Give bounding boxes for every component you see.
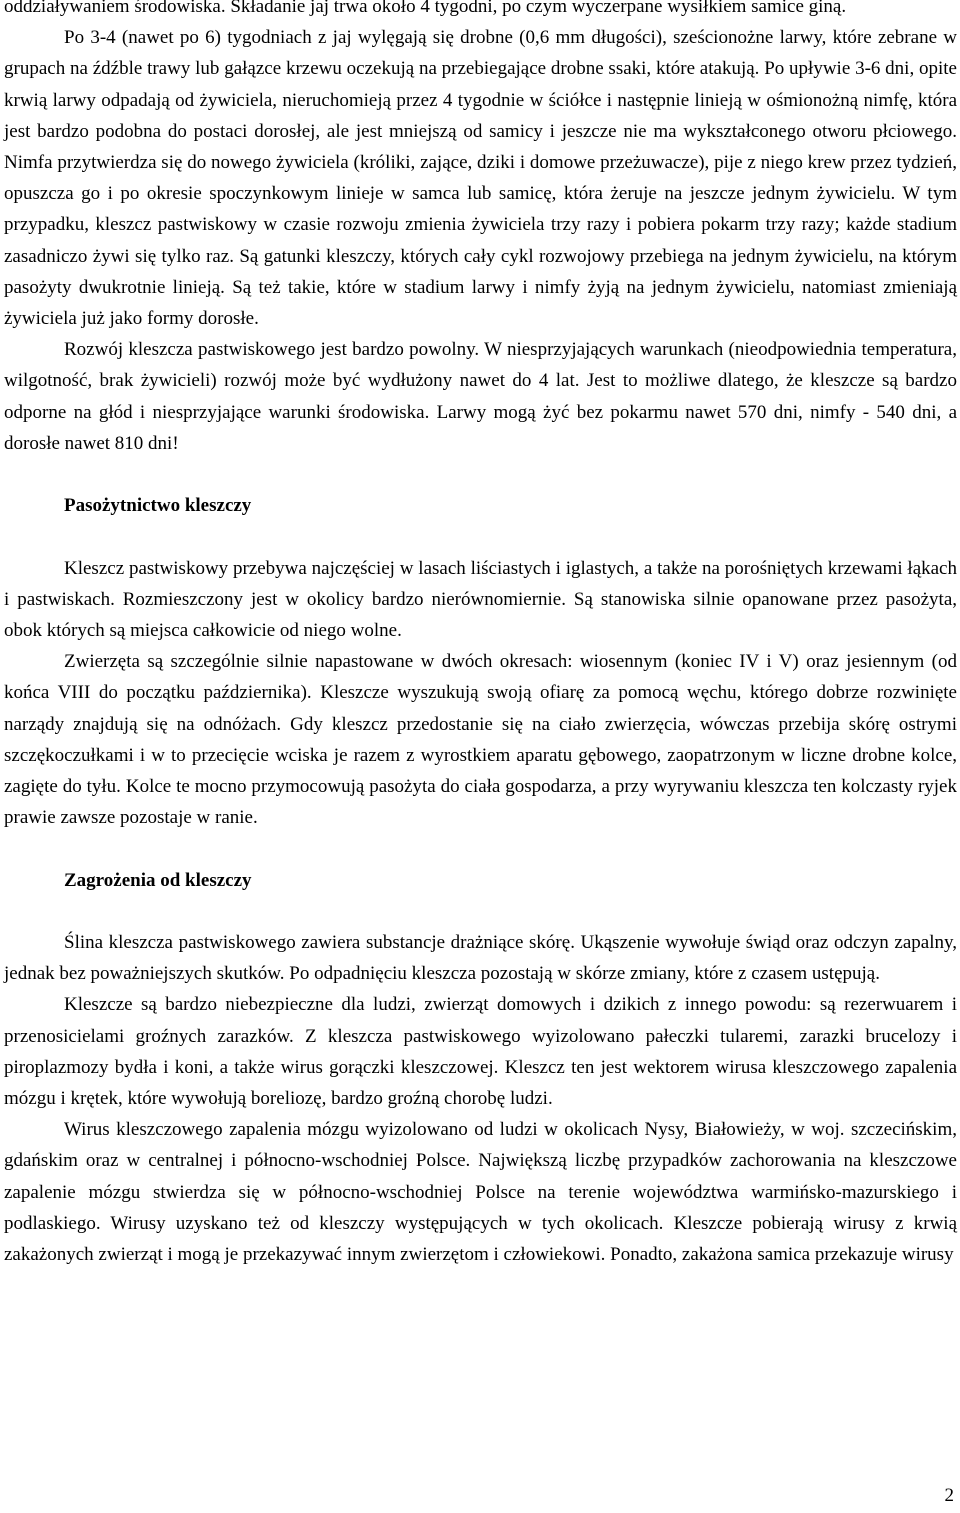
paragraph: Ślina kleszcza pastwiskowego zawiera substancje drażniące skórę. Ukąszenie wywołuje świąd oraz odczyn zapalny, jednak bez poważniejszych skutków. Po odpadnięciu kleszcza pozostają w skórze zmiany, które z czasem ustępują. (4, 932, 957, 985)
spacer (4, 896, 957, 927)
spacer (4, 833, 957, 864)
section-heading-parasitism: Pasożytnictwo kleszczy (64, 495, 252, 517)
document-page (4, 0, 957, 1270)
section-heading-threats: Zagrożenia od kleszczy (64, 869, 252, 891)
spacer (4, 459, 957, 490)
paragraph: Kleszcz pastwiskowy przebywa najczęściej w lasach liściastych i iglastych, a także na porośniętych krzewami łąkach i pastwiskach. Rozmieszczony jest w okolicy bardzo nierównomiernie. Są stanowiska silnie opanowane przez pasożyta, obok których są miejsca całkowicie od niego wolne. (4, 557, 957, 642)
spacer (4, 521, 957, 552)
paragraph: Kleszcze są bardzo niebezpieczne dla ludzi, zwierząt domowych i dzikich z innego powodu: są rezerwuarem i przenosicielami groźnych zarazków. Z kleszcza pastwiskowego wyizolowano pałeczki tularemi, zarazki brucelozy i piroplazmozy bydła i koni, a także wirus gorączki kleszczowej. Kleszcz ten jest wektorem wirusa kleszczowego zapalenia mózgu i krętek, które wywołują boreliozę, bardzo groźną chorobę ludzi. (4, 994, 957, 1110)
paragraph: Wirus kleszczowego zapalenia mózgu wyizolowano od ludzi w okolicach Nysy, Białowieży, w woj. szczecińskim, gdańskim oraz w centralnej i północno-wschodniej Polsce. Największą liczbę przypadków zachorowania na kleszczowe zapalenie mózgu stwierdza się w północno-wschodniej Polsce na terenie województwa warmińsko-mazurskiego i podlaskiego. Wirusy uzyskano też od kleszczy występujących w tych okolicach. Kleszcze pobierają wirusy z krwią zakażonych zwierząt i mogą je przekazywać innym zwierzętom i człowiekowi. Ponadto, zakażona samica przekazuje wirusy (4, 1119, 957, 1266)
paragraph: Rozwój kleszcza pastwiskowego jest bardzo powolny. W niesprzyjających warunkach (nieodpowiednia temperatura, wilgotność, brak żywicieli) rozwój może być wydłużony nawet do 4 lat. Jest to możliwe dlatego, że kleszcze są bardzo odporne na głód i niesprzyjające warunki środowiska. Larwy mogą żyć bez pokarmu nawet 570 dni, nimfy - 540 dni, a dorosłe nawet 810 dni! (4, 339, 957, 454)
paragraph: Po 3-4 (nawet po 6) tygodniach z jaj wylęgają się drobne (0,6 mm długości), sześcionożne larwy, które zebrane w grupach na źdźble trawy lub gałązce krzewu oczekują na przebiegające drobne ssaki, które atakują. Po upływie 3-6 dni, opite krwią larwy odpadają od żywiciela, nieruchomieją przez 4 tygodnie w ściółce i następnie linieją w ośmionożną nimfę, która jest bardzo podobna do postaci dorosłej, ale jest mniejszą od samicy i jeszcze nie ma wykształconego otworu płciowego. Nimfa przytwierdza się do nowego żywiciela (króliki, zające, dziki i domowe przeżuwacze), pije z niego krew przez tydzień, opuszcza go i po okresie spoczynkowym linieje w samca lub samicę, która żeruje na jeszcze jednym żywicielu. W tym przypadku, kleszcz pastwiskowy w czasie rozwoju zmienia żywiciela trzy razy i pobiera pokarm trzy razy; każde stadium zasadniczo żywi się tylko raz. Są gatunki kleszczy, których cały cykl rozwojowy przebiega na jednym żywicielu, na którym pasożyty dwukrotnie linieją. Są też takie, które w stadium larwy i nimfy żyją na jednym żywicielu, natomiast zmieniają żywiciela już jako formy dorosłe. (4, 27, 957, 330)
paragraph: oddziaływaniem środowiska. Składanie jaj trwa około 4 tygodni, po czym wyczerpane wysiłkiem samice giną. (4, 0, 847, 17)
paragraph: Zwierzęta są szczególnie silnie napastowane w dwóch okresach: wiosennym (koniec IV i V) oraz jesiennym (od końca VIII do początku października). Kleszcze wyszukują swoją ofiarę za pomocą węchu, którego dobrze rozwinięte narządy znajdują się na odnóżach. Gdy kleszcz przedostanie się na ciało zwierzęcia, wówczas przebija skórę ostrymi szczękoczułkami i w to przecięcie wciska je razem z wyrostkiem aparatu gębowego, zaopatrzonym w liczne drobne kolce, zagięte do tyłu. Kolce te mocno przymocowują pasożyta do ciała gospodarza, a przy wyrywaniu kleszcza ten kolczasty ryjek prawie zawsze pozostaje w ranie. (4, 651, 957, 829)
page-number: 2 (944, 1485, 954, 1506)
